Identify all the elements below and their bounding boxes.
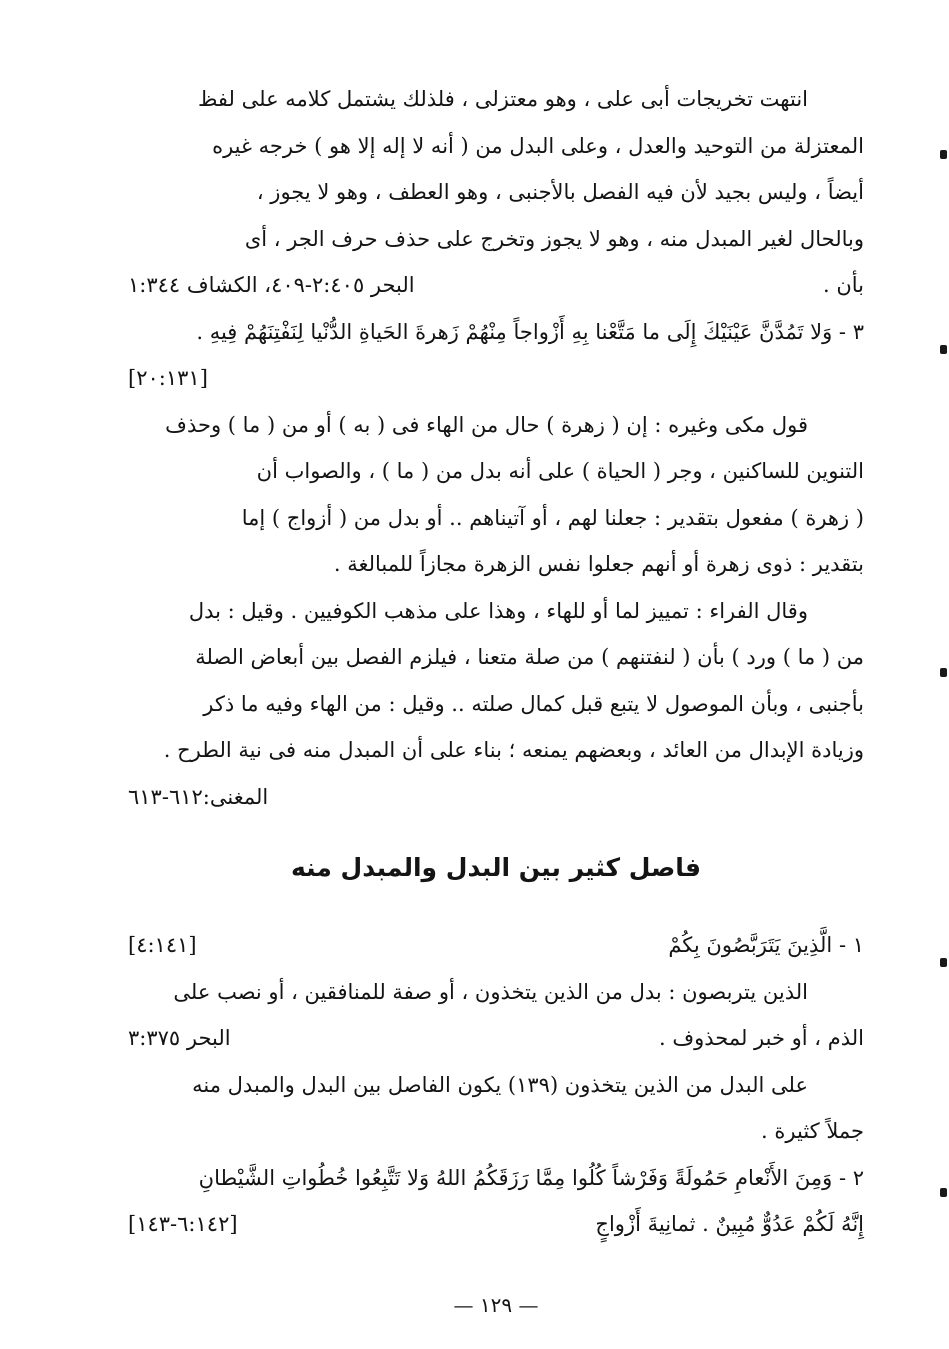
margin-mark [940,958,947,967]
text-line: على البدل من الذين يتخذون (١٣٩) يكون الفاصل بين البدل والمبدل منه [192,1072,808,1097]
page-number: — ١٢٩ — [453,1292,539,1317]
text-line: بأن . [822,273,864,297]
text-line: انتهت تخريجات أبى على ، وهو معتزلى ، فلذلك يشتمل كلامه على لفظ [197,87,808,111]
verse-1 [128,922,864,969]
section-heading: فاصل كثير بين البدل والمبدل منه [290,853,702,882]
text-line: بأجنبى ، وبأن الموصول لا يتبع قبل كمال صلته .. وقيل : من الهاء وفيه ما ذكر [203,691,864,716]
reference-row [128,355,864,402]
verse-text: ١ - الَّذِينَ يَتَرَبَّصُونَ بِكُمْ [668,933,864,957]
source-reference: المغنى:٦١٢-٦١٣ [128,784,269,809]
verse-row [128,922,864,969]
verse-row [128,1201,864,1248]
text-line: أيضاً ، وليس بجيد لأن فيه الفصل بالأجنبى ، وهو العطف ، وهو لا يجوز ، [256,180,864,204]
text-line: جملاً كثيرة . [761,1119,864,1143]
text-line: وقال الفراء : تمييز لما أو للهاء ، وهذا على مذهب الكوفيين . وقيل : بدل [188,598,808,623]
paragraph-3 [128,588,864,821]
verse-2 [128,1155,864,1248]
source-reference: البحر ٢:٤٠٥-٤٠٩، الكشاف ١:٣٤٤ [128,273,415,297]
verse-reference: [٢٠:١٣١] [128,366,208,390]
verse-reference: [٤:١٤١] [128,933,197,957]
paragraph-1 [128,76,864,123]
margin-mark [940,345,947,354]
paragraph-2 [128,402,864,588]
page-body [128,76,864,1328]
paragraph-1-cont [128,123,864,309]
text-line: من ( ما ) ورد ) بأن ( لنفتنهم ) من صلة متعنا ، فيلزم الفصل بين أبعاض الصلة [195,645,864,669]
verse-reference: [٦:١٤٢-١٤٣] [128,1212,238,1236]
reference-row [128,774,864,821]
text-line: وبالحال لغير المبدل منه ، وهو لا يجوز وتخرج على حذف حرف الجر ، أى [244,226,864,251]
text-line: ( زهرة ) مفعول بتقدير : جعلنا لهم ، أو آتيناهم .. أو بدل من ( أزواج ) إما [241,505,864,530]
margin-mark [940,1188,947,1197]
reference-row [128,262,864,309]
text-line: بتقدير : ذوى زهرة أو أنهم جعلوا نفس الزهرة مجازاً للمبالغة . [333,552,864,576]
verse-text: ٣ - وَلا تَمُدَّنَّ عَيْنَيْكَ إِلَى ما مَتَّعْنا بِهِ أَزْواجاً مِنْهُمْ زَهرةَ الحَياةِ الدُّنْيا لِنَفْتِنَهُمْ فِيهِ . [196,319,864,344]
verse-text: ٢ - وَمِنَ الأَنْعامِ حَمُولَةً وَفَرْشاً كُلُوا مِمَّا رَزَقَكُمُ اللهُ وَلا تَتَّبِعُوا خُطُواتِ الشَّيْطانِ [198,1165,864,1190]
margin-mark [940,668,947,677]
verse-3 [128,309,864,402]
text-line: المعتزلة من التوحيد والعدل ، وعلى البدل من ( أنه لا إله إلا هو ) خرجه غيره [212,133,864,158]
text-line: الذين يتربصون : بدل من الذين يتخذون ، أو صفة للمنافقين ، أو نصب على [173,979,808,1004]
reference-row [128,1015,864,1062]
text-line: الذم ، أو خبر لمحذوف . [659,1026,864,1050]
text-line: التنوين للساكنين ، وجر ( الحياة ) على أنه بدل من ( ما ) ، والصواب أن [256,459,864,483]
source-reference: البحر ٣:٣٧٥ [128,1026,231,1050]
text-line: وزيادة الإبدال من العائد ، وبعضهم يمنعه ؛ بناء على أن المبدل منه فى نية الطرح . [163,738,864,762]
text-line: قول مكى وغيره : إن ( زهرة ) حال من الهاء فى ( به ) أو من ( ما ) وحذف [165,412,808,437]
verse-text: إِنَّهُ لَكُمْ عَدُوٌّ مُبِينٌ . ثمانِيةَ أَزْواجٍ [595,1212,864,1236]
margin-mark [940,150,947,159]
paragraph-4 [128,969,864,1062]
paragraph-5 [128,1062,864,1155]
